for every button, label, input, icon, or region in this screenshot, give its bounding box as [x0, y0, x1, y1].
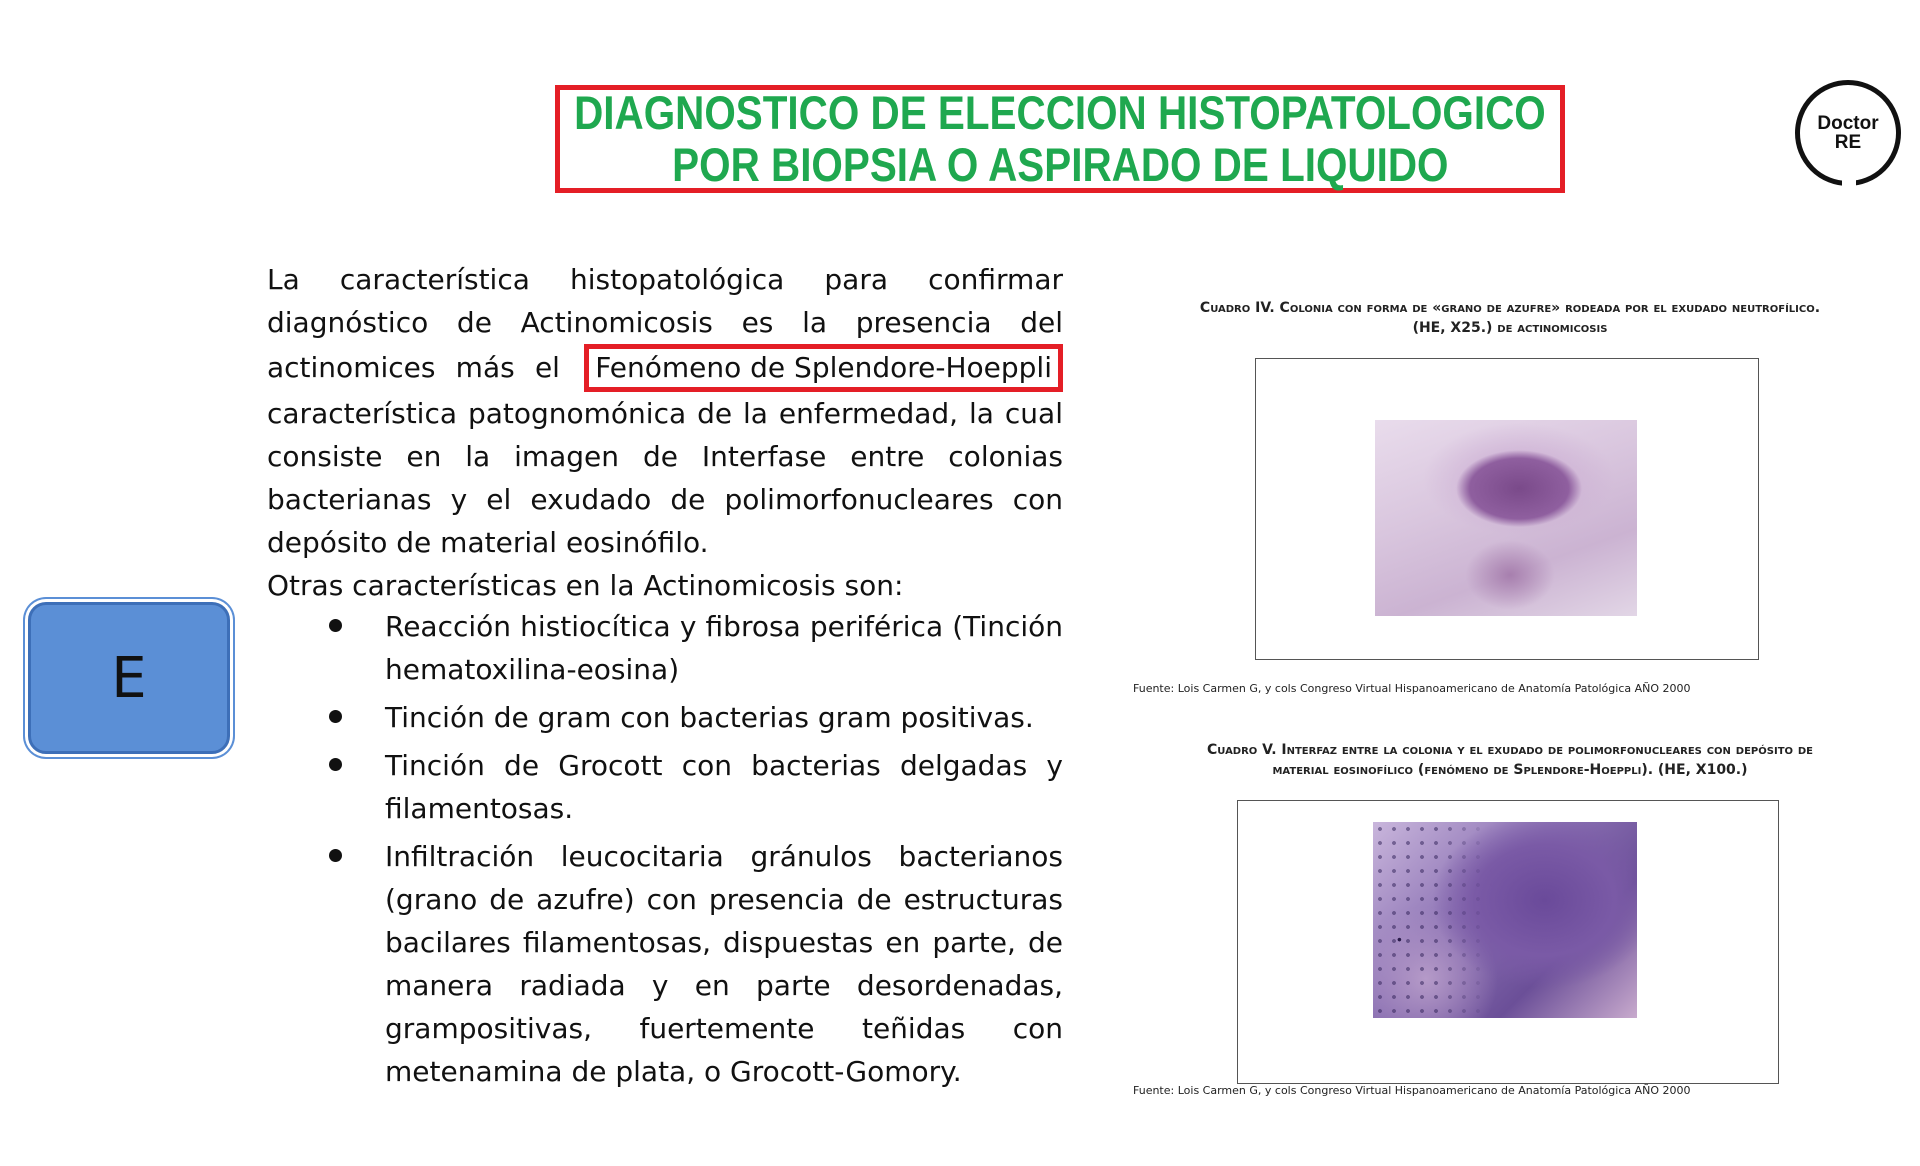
slide-title-box	[555, 85, 1565, 193]
list-item: Tinción de gram con bacterias gram positivas.	[267, 696, 1063, 739]
bullet-icon	[329, 849, 342, 862]
slide-title-line-1: DIAGNOSTICO DE ELECCION HISTOPATOLOGICO	[574, 86, 1546, 139]
figure-1-micrograph	[1375, 420, 1637, 616]
bullet-icon	[329, 710, 342, 723]
doctor-re-logo	[1795, 80, 1901, 186]
list-item: Reacción histiocítica y fibrosa periférica (Tinción hematoxilina-eosina)	[267, 605, 1063, 691]
main-paragraph	[267, 258, 1063, 607]
bullet-icon	[329, 758, 342, 771]
figure-2-source: Fuente: Lois Carmen G, y cols Congreso Virtual Hispanoamericano de Anatomía Patológica AÑO 2000	[1133, 1084, 1691, 1097]
logo-line-2: RE	[1834, 132, 1862, 153]
intro-after: característica patognomónica de la enfermedad, la cual consiste en la imagen de Interfase entre colonias bacterianas y el exudado de polimorfonucleares con depósito de material eosinófilo.	[267, 397, 1063, 559]
answer-option-box	[28, 602, 230, 754]
features-list	[267, 605, 1063, 1098]
figure-2-cells	[1373, 822, 1637, 1018]
other-features-title: Otras características en la Actinomicosis son:	[267, 569, 904, 602]
intro-paragraph	[267, 258, 1063, 564]
highlight-splendore-hoeppli: Fenómeno de Splendore-Hoeppli	[584, 344, 1063, 392]
bullet-icon	[329, 619, 342, 632]
intro-before: La característica histopatológica para confirmar diagnóstico de Actinomicosis es la presencia del actinomices más el	[267, 263, 1063, 384]
slide-title-line-2: POR BIOPSIA O ASPIRADO DE LIQUIDO	[671, 138, 1449, 191]
figure-1-caption: Cuadro IV. Colonia con forma de «grano de azufre» rodeada por el exudado neutrofílico. (HE, X25.) de actinomicosis	[1199, 300, 1821, 336]
list-item: Infiltración leucocitaria gránulos bacterianos (grano de azufre) con presencia de estructuras bacilares filamentosas, dispuestas en parte, de manera radiada y en parte desordenadas, grampositivas, fuertemente teñidas con metenamina de plata, o Grocott-Gomory.	[267, 835, 1063, 1093]
logo-line-1: Doctor	[1817, 113, 1879, 134]
logo-gap	[1842, 177, 1856, 189]
answer-option-label: E	[111, 645, 147, 711]
figure-2-caption: Cuadro V. Interfaz entre la colonia y el exudado de polimorfonucleares con depósito de material eosinofílico (fenómeno de Splendore-Hoeppli). (HE, X100.)	[1206, 742, 1814, 778]
figure-1-source: Fuente: Lois Carmen G, y cols Congreso Virtual Hispanoamericano de Anatomía Patológica AÑO 2000	[1133, 682, 1691, 695]
list-item: Tinción de Grocott con bacterias delgadas y filamentosas.	[267, 744, 1063, 830]
